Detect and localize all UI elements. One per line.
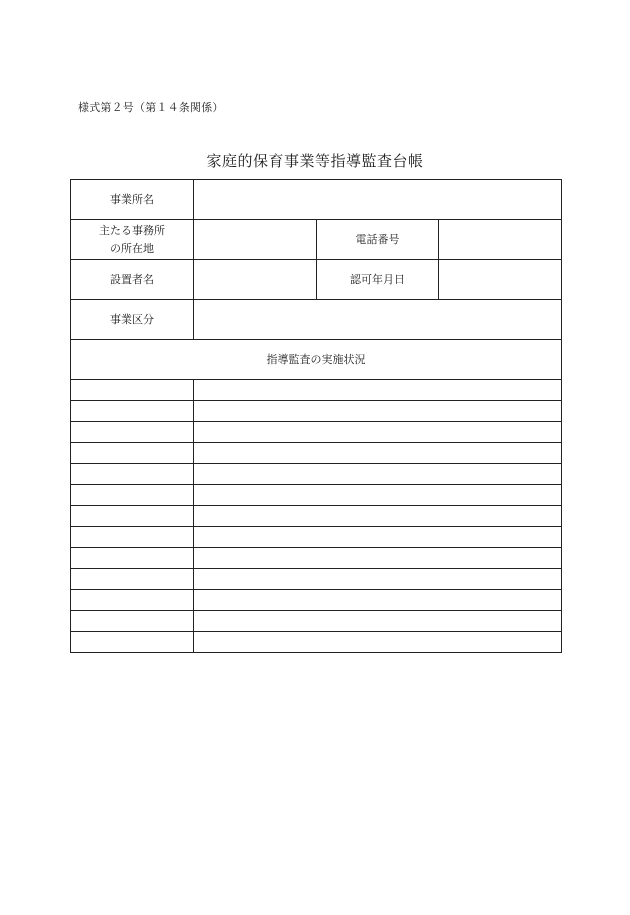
main-office-label-line2: の所在地 [110, 241, 154, 255]
inspection-detail-cell[interactable] [194, 485, 562, 506]
inspection-date-cell[interactable] [71, 569, 194, 590]
form-number: 様式第２号（第１４条関係） [78, 101, 224, 114]
business-name-field[interactable] [194, 180, 562, 220]
inspection-log-row [71, 632, 562, 653]
inspection-log-row [71, 443, 562, 464]
inspection-log-row [71, 422, 562, 443]
business-category-row [71, 300, 562, 340]
inspection-log-row [71, 506, 562, 527]
phone-label: 電話番号 [317, 220, 439, 260]
inspection-detail-cell[interactable] [194, 632, 562, 653]
inspection-detail-cell[interactable] [194, 401, 562, 422]
business-category-label: 事業区分 [71, 300, 194, 340]
inspection-detail-cell[interactable] [194, 380, 562, 401]
approval-date-label: 認可年月日 [317, 260, 439, 300]
business-name-row [71, 180, 562, 220]
inspection-log-row [71, 464, 562, 485]
inspection-log-row [71, 401, 562, 422]
inspection-date-cell[interactable] [71, 548, 194, 569]
main-office-address-field[interactable] [194, 220, 317, 260]
inspection-detail-cell[interactable] [194, 443, 562, 464]
inspection-detail-cell[interactable] [194, 611, 562, 632]
inspection-date-cell[interactable] [71, 590, 194, 611]
inspection-rows [71, 380, 562, 653]
inspection-detail-cell[interactable] [194, 569, 562, 590]
founder-row [71, 260, 562, 300]
inspection-date-cell[interactable] [71, 632, 194, 653]
founder-field[interactable] [194, 260, 317, 300]
document-title: 家庭的保育事業等指導監査台帳 [206, 152, 424, 170]
inspection-date-cell[interactable] [71, 401, 194, 422]
inspection-status-header: 指導監査の実施状況 [71, 340, 562, 380]
inspection-date-cell[interactable] [71, 506, 194, 527]
main-office-row [71, 220, 562, 260]
inspection-detail-cell[interactable] [194, 590, 562, 611]
inspection-date-cell[interactable] [71, 422, 194, 443]
business-category-field[interactable] [194, 300, 562, 340]
inspection-detail-cell[interactable] [194, 464, 562, 485]
inspection-ledger-table [70, 179, 562, 653]
inspection-detail-cell[interactable] [194, 527, 562, 548]
inspection-date-cell[interactable] [71, 443, 194, 464]
inspection-date-cell[interactable] [71, 485, 194, 506]
inspection-detail-cell[interactable] [194, 548, 562, 569]
founder-label: 設置者名 [71, 260, 194, 300]
inspection-detail-cell[interactable] [194, 422, 562, 443]
business-name-label: 事業所名 [71, 180, 194, 220]
inspection-date-cell[interactable] [71, 527, 194, 548]
inspection-detail-cell[interactable] [194, 506, 562, 527]
inspection-date-cell[interactable] [71, 611, 194, 632]
inspection-log-row [71, 590, 562, 611]
inspection-log-row [71, 611, 562, 632]
main-office-label-line1: 主たる事務所 [99, 223, 165, 237]
inspection-date-cell[interactable] [71, 380, 194, 401]
phone-field[interactable] [439, 220, 562, 260]
approval-date-field[interactable] [439, 260, 562, 300]
inspection-log-row [71, 569, 562, 590]
inspection-log-row [71, 485, 562, 506]
inspection-status-header-row [71, 340, 562, 380]
inspection-log-row [71, 380, 562, 401]
inspection-log-row [71, 548, 562, 569]
inspection-date-cell[interactable] [71, 464, 194, 485]
main-office-label [71, 220, 194, 260]
inspection-log-row [71, 527, 562, 548]
